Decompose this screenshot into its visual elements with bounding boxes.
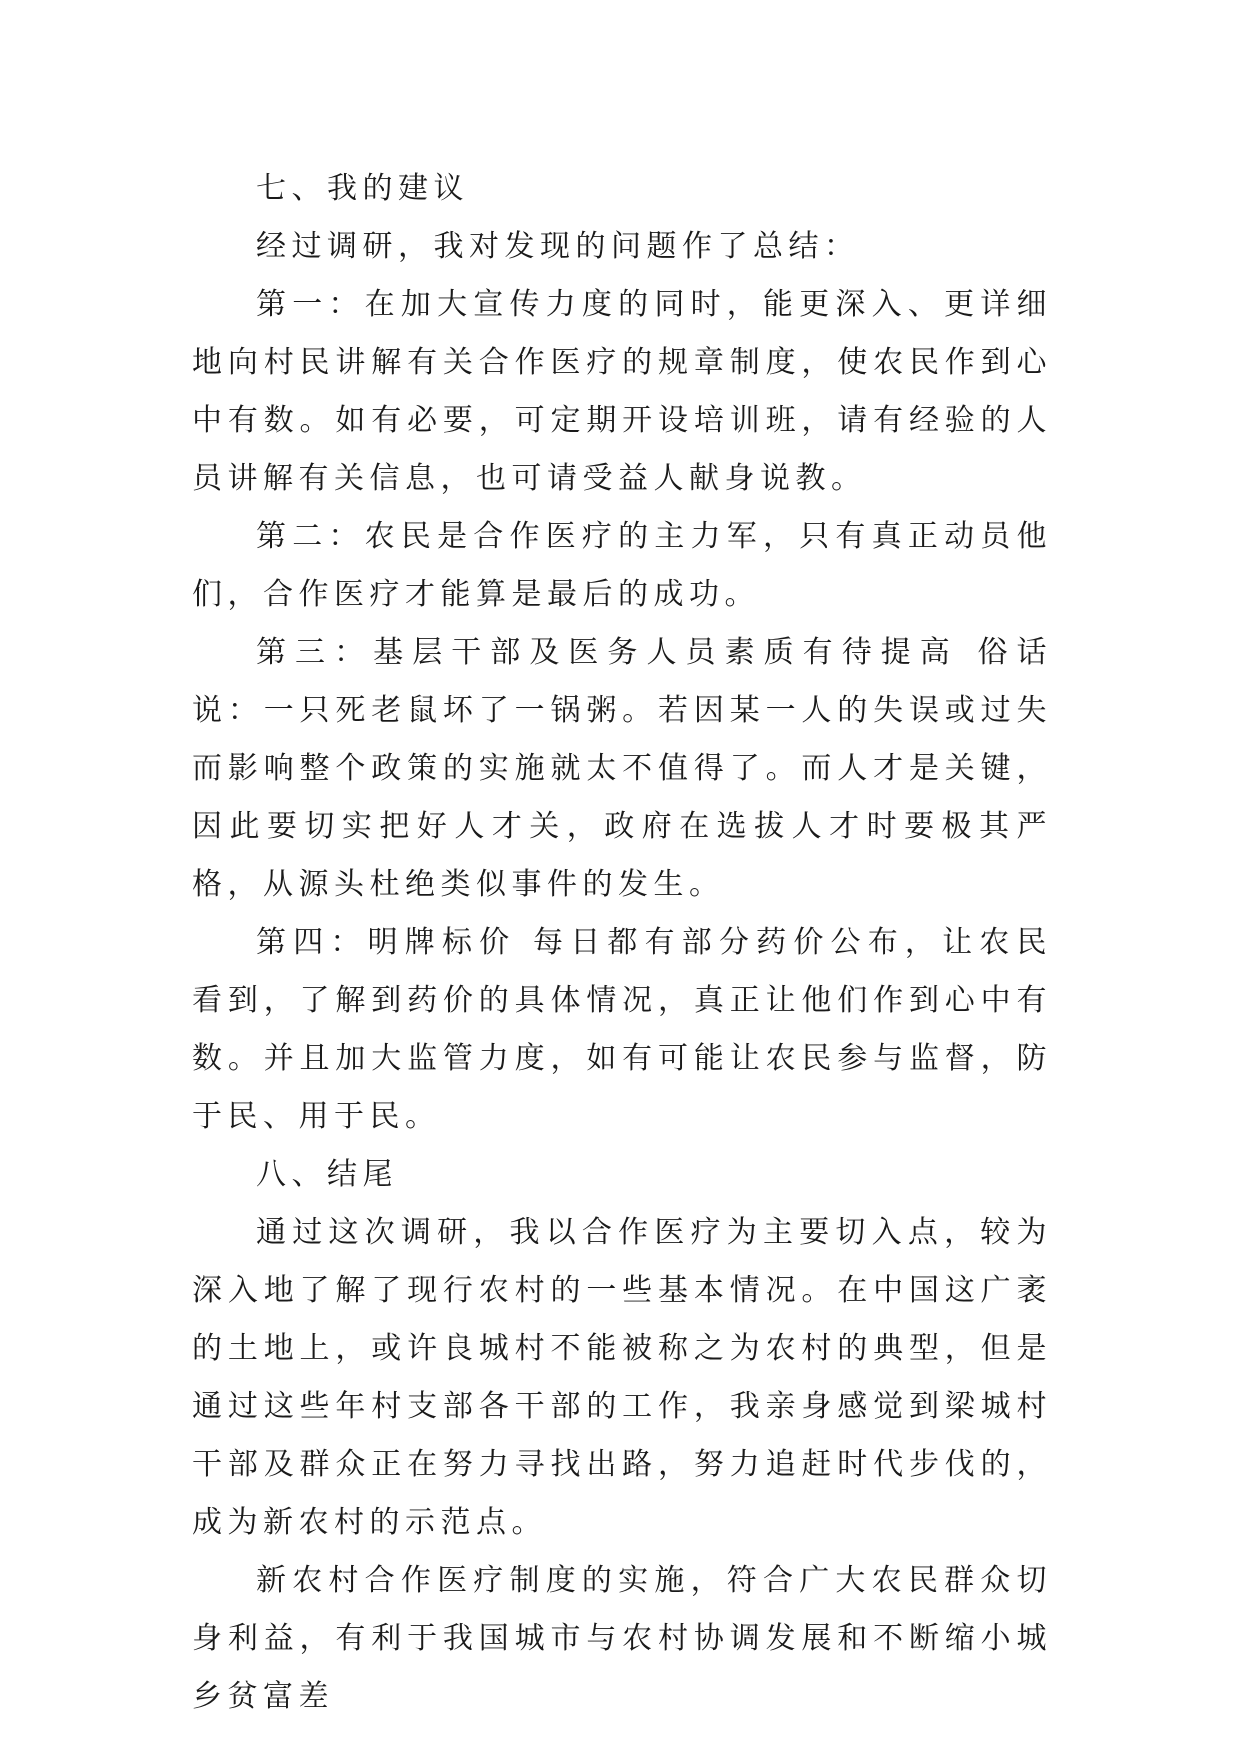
paragraph-summary-intro: 经过调研，我对发现的问题作了总结： xyxy=(256,229,860,264)
document-body xyxy=(192,160,1052,1726)
section-heading-conclusion: 八、结尾 xyxy=(256,1157,398,1192)
section-heading-suggestions: 七、我的建议 xyxy=(256,171,469,206)
paragraph-point-two: 第二：农民是合作医疗的主力军，只有真正动员他们，合作医疗才能算是最后的成功。 xyxy=(192,519,1052,612)
paragraph-conclusion-one: 通过这次调研，我以合作医疗为主要切入点，较为深入地了解了现行农村的一些基本情况。在中国这广袤的土地上，或许良城村不能被称之为农村的典型，但是通过这些年村支部各干部的工作，我亲身感觉到梁城村干部及群众正在努力寻找出路，努力追赶时代步伐的，成为新农村的示范点。 xyxy=(192,1215,1052,1540)
paragraph-point-four: 第四：明牌标价 每日都有部分药价公布，让农民看到，了解到药价的具体情况，真正让他们作到心中有数。并且加大监管力度，如有可能让农民参与监督，防于民、用于民。 xyxy=(192,925,1052,1134)
paragraph-point-one: 第一：在加大宣传力度的同时，能更深入、更详细地向村民讲解有关合作医疗的规章制度，使农民作到心中有数。如有必要，可定期开设培训班，请有经验的人员讲解有关信息，也可请受益人献身说教。 xyxy=(192,287,1052,496)
paragraph-conclusion-two: 新农村合作医疗制度的实施，符合广大农民群众切身利益，有利于我国城市与农村协调发展和不断缩小城乡贫富差 xyxy=(192,1563,1052,1714)
paragraph-point-three: 第三：基层干部及医务人员素质有待提高 俗话说：一只死老鼠坏了一锅粥。若因某一人的失误或过失而影响整个政策的实施就太不值得了。而人才是关键，因此要切实把好人才关，政府在选拔人才时要极其严格，从源头杜绝类似事件的发生。 xyxy=(192,635,1052,902)
